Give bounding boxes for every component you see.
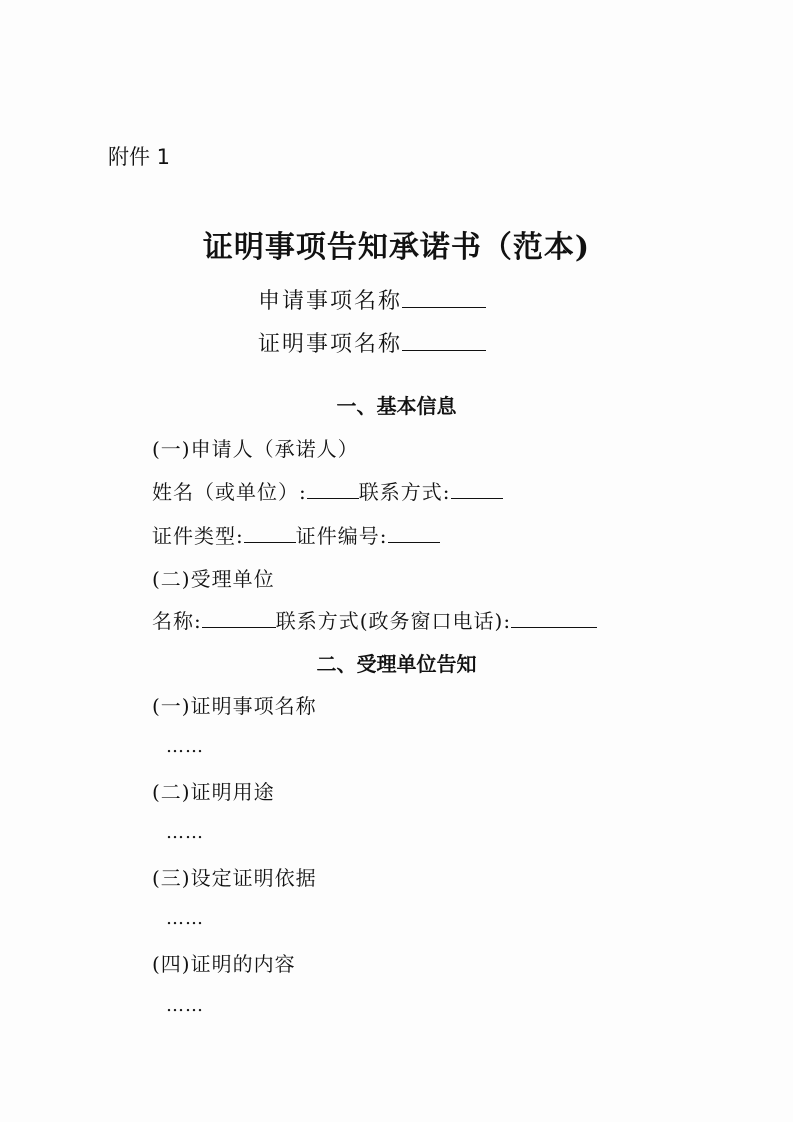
- unit-name-label: 名称:: [152, 609, 202, 633]
- id-number-blank: [388, 523, 440, 543]
- id-line: [152, 520, 440, 549]
- applicant-heading: (一)申请人（承诺人）: [152, 437, 359, 461]
- unit-line: [152, 605, 597, 634]
- id-type-blank: [244, 523, 296, 543]
- notice-item-content: ……: [166, 736, 204, 757]
- unit-contact-blank: [511, 608, 597, 628]
- notice-item-label: (一)证明事项名称: [152, 694, 317, 718]
- notice-item-content: ……: [166, 995, 204, 1016]
- unit-contact-label: 联系方式(政务窗口电话):: [275, 609, 512, 633]
- section-1-heading: 一、基本信息: [336, 394, 457, 418]
- certification-item-blank: [402, 328, 486, 351]
- application-item-label: 申请事项名称: [258, 289, 403, 314]
- application-item-blank: [402, 285, 486, 308]
- notice-item-content: ……: [166, 908, 204, 929]
- notice-item-label: (二)证明用途: [152, 780, 275, 804]
- contact-blank: [451, 479, 503, 499]
- contact-label: 联系方式:: [358, 480, 451, 504]
- name-label: 姓名（或单位）:: [152, 480, 307, 504]
- application-item-line: [258, 284, 486, 315]
- receiving-unit-heading: (二)受理单位: [152, 567, 275, 591]
- certification-item-label: 证明事项名称: [258, 332, 403, 357]
- notice-item-label: (三)设定证明依据: [152, 866, 317, 890]
- certification-item-line: [258, 327, 486, 358]
- id-number-label: 证件编号:: [295, 524, 388, 548]
- name-blank: [307, 479, 359, 499]
- document-title: 证明事项告知承诺书（范本): [202, 230, 591, 265]
- applicant-name-line: [152, 476, 503, 505]
- id-type-label: 证件类型:: [152, 524, 244, 548]
- notice-item-label: (四)证明的内容: [152, 952, 296, 976]
- notice-item-content: ……: [166, 822, 204, 843]
- attachment-label: 附件 1: [108, 145, 171, 169]
- section-2-heading: 二、受理单位告知: [316, 652, 477, 676]
- unit-name-blank: [202, 608, 276, 628]
